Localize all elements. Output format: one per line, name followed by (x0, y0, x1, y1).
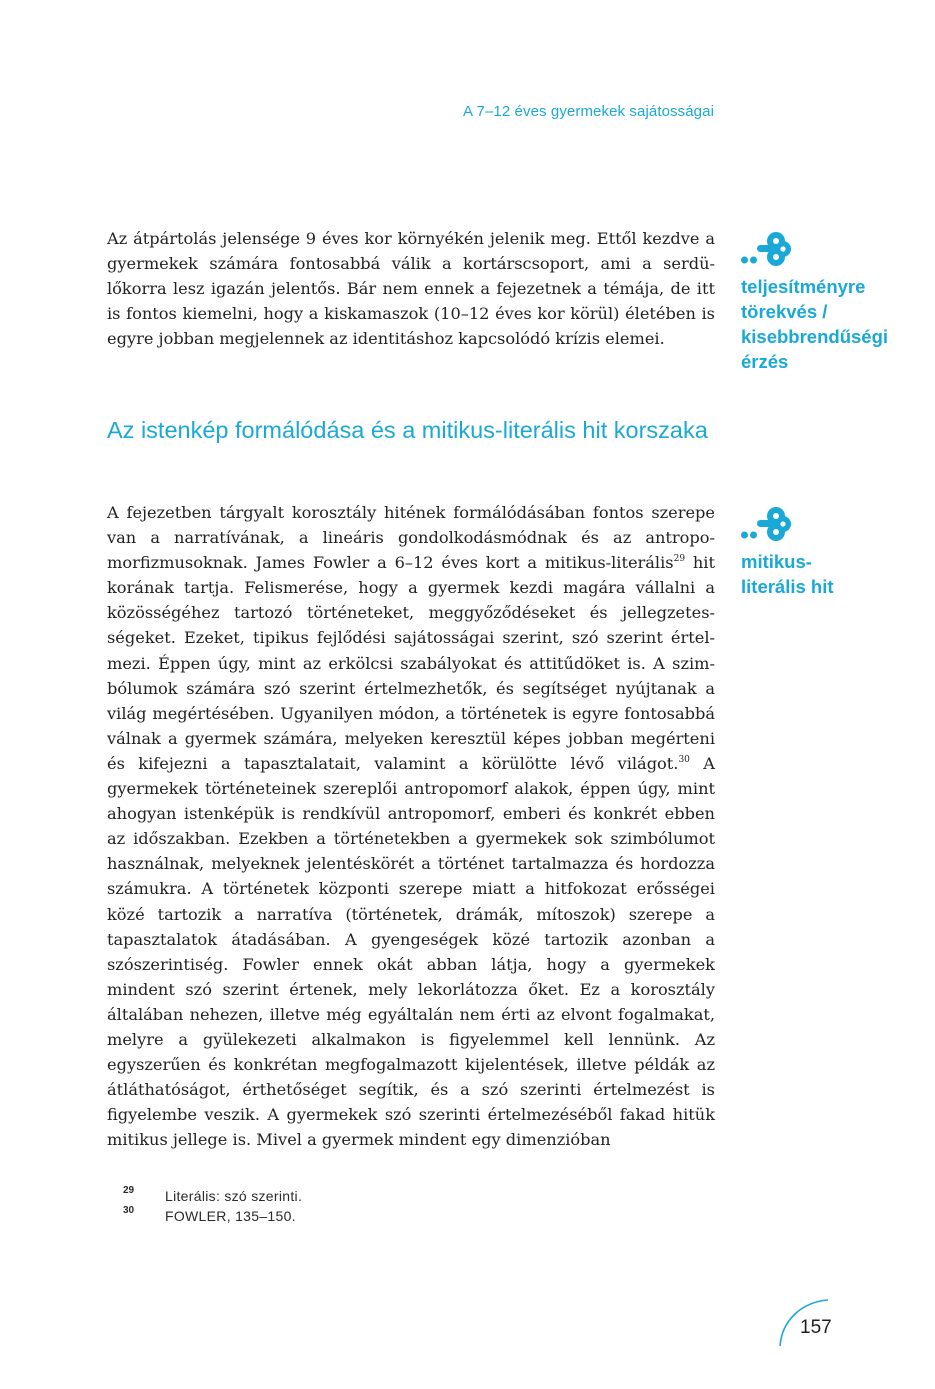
body-text-part-b: hit korának tartja. Felismerése, hogy a gyermek kezdi magára vállalni a közösségéhez tartozó történeteket, meggyőződéseket és jellegzetességeket. Ezeket, tipikus fejlődési sajátosságai szerint, szó szerint értelmezi. Éppen úgy, mint az erkölcsi szabályokat és attitűdöket is. A szimbólumok számára szó szerint értelmezhetők, és segítséget nyújtanak a világ megértésében. Ugyanilyen módon, a történetek is egyre fontosabbá válnak a gyermek számára, melyeken keresztül képes jobban megérteni és kifejezni a tapasztalatait, valamint a körülötte lévő világot. (107, 553, 715, 773)
body-paragraph-main (107, 500, 715, 1152)
keyword-line: literális hit (741, 576, 834, 597)
footnote (107, 1206, 715, 1226)
footnote-text: FOWLER, 135–150. (165, 1208, 296, 1224)
footnote-text: Literális: szó szerinti. (165, 1188, 303, 1204)
keyword-line: mitikus- (741, 551, 812, 572)
footnote-number: 29 (123, 1185, 135, 1196)
margin-keyword-label (741, 549, 921, 599)
key-icon (741, 505, 791, 543)
key-icon (741, 230, 791, 268)
margin-keyword-1 (741, 230, 921, 374)
footnote-ref-29[interactable]: 29 (673, 553, 686, 564)
keyword-line: kisebbrendűségi (741, 326, 889, 347)
keyword-line: érzés (741, 351, 789, 372)
footnote-number: 30 (123, 1205, 135, 1216)
body-text-part-c: A gyermekek történeteinek szereplői antropomorf alakok, éppen úgy, mint ahogyan istenképük is rendkívül antropomorf, emberi és konkrét ebben az időszakban. Ezekben a történetekben a gyermekek sok szimbólumot használnak, melyeknek jelentéskörét a történet tartalmazza és hordozza számukra. A történetek központi szerepe miatt a hitfokozat erősségei közé tartozik a narratíva (történetek, drámák, mítoszok) szerepe a tapasztalatok átadásában. A gyengeségek közé tartozik azonban a szószerintiség. Fowler ennek okát abban látja, hogy a gyermekek mindent szó szerint értenek, mely lekorlátozza őket. Ez a korosztály általában nehezen, illetve még egyáltalán nem érti az elvont fogalmakat, melyre a gyülekezeti alkalmakon is figyelemmel kell lennünk. Az egyszerűen és konkrétan megfogalmazott kijelentések, illetve példák az átláthatóságot, érthetőséget segítik, és a szó szerinti értelmezést is figyelembe veszik. A gyermekek szó szerinti értelmezéséből fakad hitük mitikus jellege is. Mivel a gyermek mindent egy dimenzióban (107, 753, 715, 1150)
keyword-line: törekvés / (741, 301, 828, 322)
margin-keyword-2 (741, 505, 921, 599)
footnotes (107, 1186, 715, 1226)
footnote-ref-30[interactable]: 30 (678, 754, 690, 765)
margin-keyword-label (741, 274, 921, 374)
page-number: 157 (800, 1317, 832, 1338)
keyword-line: teljesítményre (741, 276, 866, 297)
footnote (107, 1186, 715, 1206)
body-text-part-a: A fejezetben tárgyalt korosztály hitének formálódásában fontos szerepe van a narratívának, a lineáris gondolkodásmódnak és az antropomorfizmusoknak. James Fowler a 6–12 éves kort a mitikus-literális (107, 503, 715, 573)
body-paragraph-intro: Az átpártolás jelensége 9 éves kor környékén jelenik meg. Ettől kezdve a gyermekek számára fontosabbá válik a kortárscsoport, ami a serdülőkorra lesz igazán jelentős. Bár nem ennek a fejezetnek a témája, de itt is fontos kiemelni, hogy a kiskamaszok (10–12 éves kor körül) életében is egyre jobban megjelennek az identitáshoz kapcsolódó krízis elemei. (107, 229, 715, 349)
section-heading: Az istenkép formálódása és a mitikus-literális hit korszaka (107, 417, 708, 443)
running-head: A 7–12 éves gyermekek sajátosságai (462, 103, 714, 120)
